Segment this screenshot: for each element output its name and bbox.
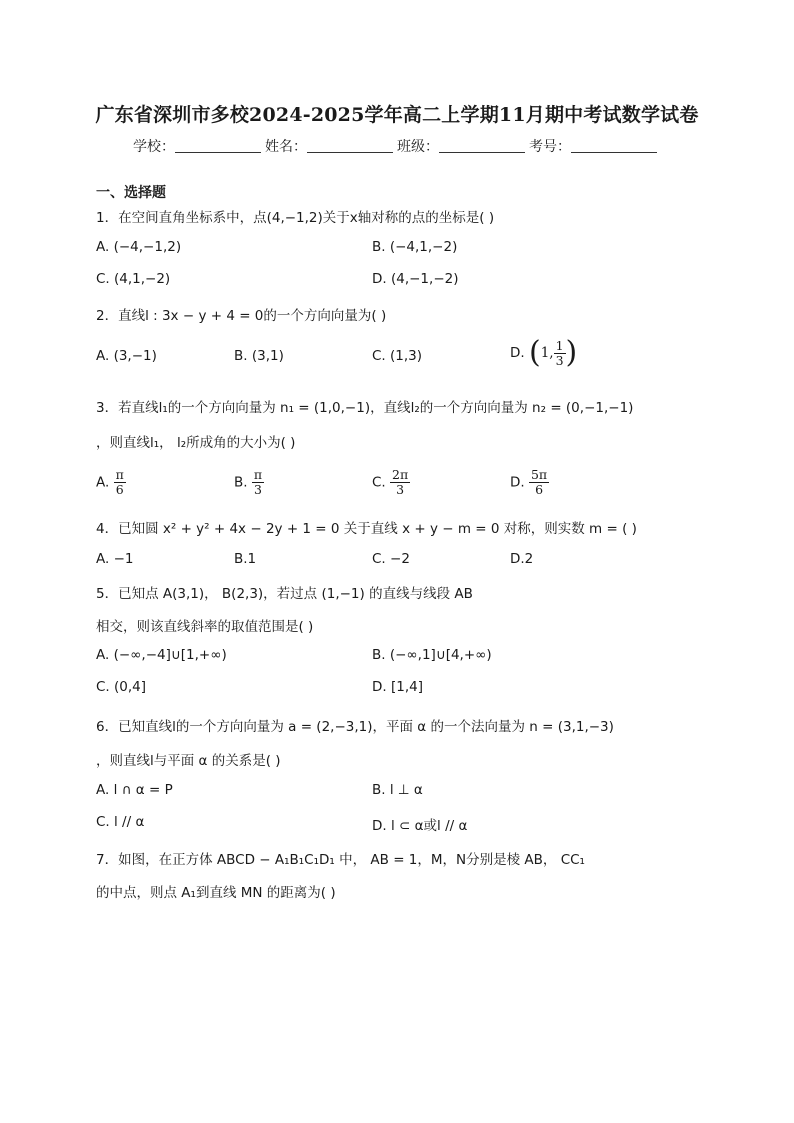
name-label: 姓名： <box>265 139 307 155</box>
q3c-num: 2π <box>392 467 409 482</box>
q3a-fraction <box>114 468 126 497</box>
q2-option-a: A. (3,−1) <box>96 348 157 364</box>
school-label: 学校： <box>133 139 175 155</box>
q5-option-a: A. (−∞,−4]∪[1,+∞) <box>96 647 227 663</box>
q5-option-d: D. [1,4] <box>372 679 423 695</box>
school-blank[interactable] <box>175 138 261 153</box>
q3-option-a-letter: A. <box>96 474 110 491</box>
right-paren: ) <box>565 335 578 370</box>
q3c-den: 3 <box>396 482 405 497</box>
question-3-line-1: 3．若直线l₁的一个方向向量为 n₁ = (1,0,−1)，直线l₂的一个方向向量为 n₂ = (0,−1,−1) <box>96 400 634 416</box>
question-4: 4．已知圆 x² + y² + 4x − 2y + 1 = 0 关于直线 x + y − m = 0 对称，则实数 m = ( ) <box>96 521 637 537</box>
left-paren: ( <box>528 335 541 370</box>
q3-option-d <box>510 468 549 497</box>
question-5-line-1: 5．已知点 A(3,1)， B(2,3)，若过点 (1,−1) 的直线与线段 AB <box>96 586 473 602</box>
q4-option-d: D.2 <box>510 551 534 567</box>
q6-option-c: C. l // α <box>96 814 145 830</box>
question-1: 1．在空间直角坐标系中，点(4,−1,2)关于x轴对称的点的坐标是( ) <box>96 210 495 226</box>
q5-option-b: B. (−∞,1]∪[4,+∞) <box>372 647 492 663</box>
q3-option-a <box>96 468 126 497</box>
q3b-den: 3 <box>253 482 262 497</box>
q2-option-b: B. (3,1) <box>234 348 284 364</box>
page-title: 广东省深圳市多校2024-2025学年高二上学期11月期中考试数学试卷 <box>95 104 699 126</box>
question-6-line-2: ，则直线l与平面 α 的关系是( ) <box>96 753 281 769</box>
q5-option-c: C. (0,4] <box>96 679 147 695</box>
q6-option-a: A. l ∩ α = P <box>96 782 173 798</box>
q2d-fraction <box>554 339 566 368</box>
q2-option-d-letter: D. <box>510 345 525 361</box>
question-7-line-2: 的中点，则点 A₁到直线 MN 的距离为( ) <box>96 885 336 901</box>
name-blank[interactable] <box>307 138 393 153</box>
q3b-fraction <box>252 468 264 497</box>
q3d-fraction <box>529 468 549 497</box>
question-7-line-1: 7．如图，在正方体 ABCD − A₁B₁C₁D₁ 中， AB = 1，M，N分别是棱 AB， CC₁ <box>96 852 585 868</box>
q4-option-b: B.1 <box>234 551 257 567</box>
q3a-num: π <box>115 467 124 482</box>
exam-no-blank[interactable] <box>571 138 657 153</box>
q1-option-a: A. (−4,−1,2) <box>96 239 182 255</box>
q1-option-c: C. (4,1,−2) <box>96 271 171 287</box>
q3-option-d-letter: D. <box>510 474 525 491</box>
q3-option-b <box>234 468 264 497</box>
exam-no-label: 考号： <box>529 139 571 155</box>
q3b-num: π <box>253 467 263 482</box>
q1-option-d: D. (4,−1,−2) <box>372 271 459 287</box>
q3d-num: 5π <box>530 467 548 482</box>
q3-option-c-letter: C. <box>372 474 386 491</box>
q3d-den: 6 <box>535 482 544 497</box>
q3-option-c <box>372 468 410 497</box>
q2d-num: 1 <box>555 337 564 353</box>
question-6-line-1: 6．已知直线l的一个方向向量为 a = (2,−3,1)，平面 α 的一个法向量为 n = (3,1,−3) <box>96 719 614 735</box>
q6-option-b: B. l ⊥ α <box>372 782 423 798</box>
q1-option-b: B. (−4,1,−2) <box>372 239 458 255</box>
q3-option-b-letter: B. <box>234 474 248 491</box>
class-blank[interactable] <box>439 138 525 153</box>
q2-option-c: C. (1,3) <box>372 348 423 364</box>
q2-option-d <box>510 335 578 370</box>
q2d-den: 3 <box>555 352 564 368</box>
question-3-line-2: ，则直线l₁， l₂所成角的大小为( ) <box>96 435 296 451</box>
q2d-whole: 1, <box>540 345 554 361</box>
q4-option-a: A. −1 <box>96 551 134 567</box>
student-info-row <box>0 136 794 156</box>
q4-option-c: C. −2 <box>372 551 410 567</box>
section-heading: 一、选择题 <box>96 185 166 201</box>
q6-option-d: D. l ⊂ α或l // α <box>372 818 468 834</box>
class-label: 班级： <box>397 139 439 155</box>
question-5-line-2: 相交，则该直线斜率的取值范围是( ) <box>96 619 314 635</box>
q3c-fraction <box>390 468 410 497</box>
q3a-den: 6 <box>115 482 124 497</box>
question-2: 2．直线l : 3x − y + 4 = 0的一个方向向量为( ) <box>96 308 387 324</box>
